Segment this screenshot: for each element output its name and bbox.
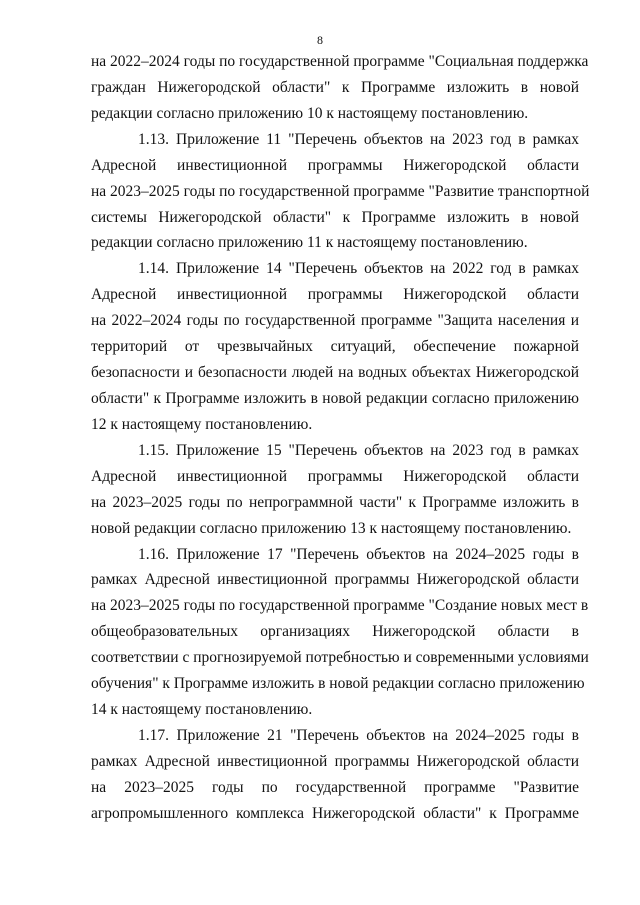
text-line: рамках Адресной инвестиционной программы Нижегородской области — [91, 571, 579, 589]
paragraph-first-line: 1.17. Приложение 21 "Перечень объектов на 2024–2025 годы в — [138, 726, 579, 744]
text-line: новой редакции согласно приложению 13 к настоящему постановлению. — [91, 519, 572, 537]
text-line: редакции согласно приложению 11 к настоящему постановлению. — [91, 234, 528, 252]
text-line: Адресной инвестиционной программы Нижегородской области — [91, 286, 579, 304]
paragraph-first-line: 1.16. Приложение 17 "Перечень объектов на 2024–2025 годы в — [138, 545, 579, 563]
paragraph-first-line: 1.15. Приложение 15 "Перечень объектов на 2023 год в рамках — [138, 441, 579, 459]
text-line: безопасности и безопасности людей на водных объектах Нижегородской — [91, 364, 579, 382]
text-line: 14 к настоящему постановлению. — [91, 701, 313, 719]
text-line: соответствии с прогнозируемой потребностью и современными условиями — [91, 649, 589, 667]
paragraph-first-line: 1.13. Приложение 11 "Перечень объектов на 2023 год в рамках — [138, 130, 579, 148]
text-line: области" к Программе изложить в новой редакции согласно приложению — [91, 389, 579, 407]
paragraph-first-line: 1.14. Приложение 14 "Перечень объектов на 2022 год в рамках — [138, 260, 579, 278]
text-line: на 2022–2024 годы по государственной программе "Защита населения и — [91, 312, 579, 330]
text-line: редакции согласно приложению 10 к настоящему постановлению. — [91, 104, 529, 122]
text-line: Адресной инвестиционной программы Нижегородской области — [91, 156, 579, 174]
text-line: на 2023–2025 годы по государственной программе "Развитие транспортной — [91, 182, 590, 200]
text-line: территорий от чрезвычайных ситуаций, обеспечение пожарной — [91, 338, 579, 356]
text-line: рамках Адресной инвестиционной программы Нижегородской области — [91, 752, 579, 770]
text-line: общеобразовательных организациях Нижегородской области в — [91, 623, 579, 641]
page-number: 8 — [317, 33, 323, 47]
text-line: граждан Нижегородской области" к Программе изложить в новой — [91, 78, 579, 96]
text-line: на 2023–2025 годы по непрограммной части" к Программе изложить в — [91, 493, 579, 511]
text-line: агропромышленного комплекса Нижегородской области" к Программе — [91, 804, 579, 822]
text-line: Адресной инвестиционной программы Нижегородской области — [91, 467, 579, 485]
text-line: обучения" к Программе изложить в новой редакции согласно приложению — [91, 675, 585, 693]
text-line: 12 к настоящему постановлению. — [91, 415, 313, 433]
text-line: системы Нижегородской области" к Программе изложить в новой — [91, 208, 579, 226]
text-line: на 2022–2024 годы по государственной программе "Социальная поддержка — [91, 53, 589, 70]
text-line: на 2023–2025 годы по государственной программе "Развитие — [91, 778, 579, 796]
text-line: на 2023–2025 годы по государственной программе "Создание новых мест в — [91, 597, 589, 615]
document-body — [91, 49, 590, 827]
